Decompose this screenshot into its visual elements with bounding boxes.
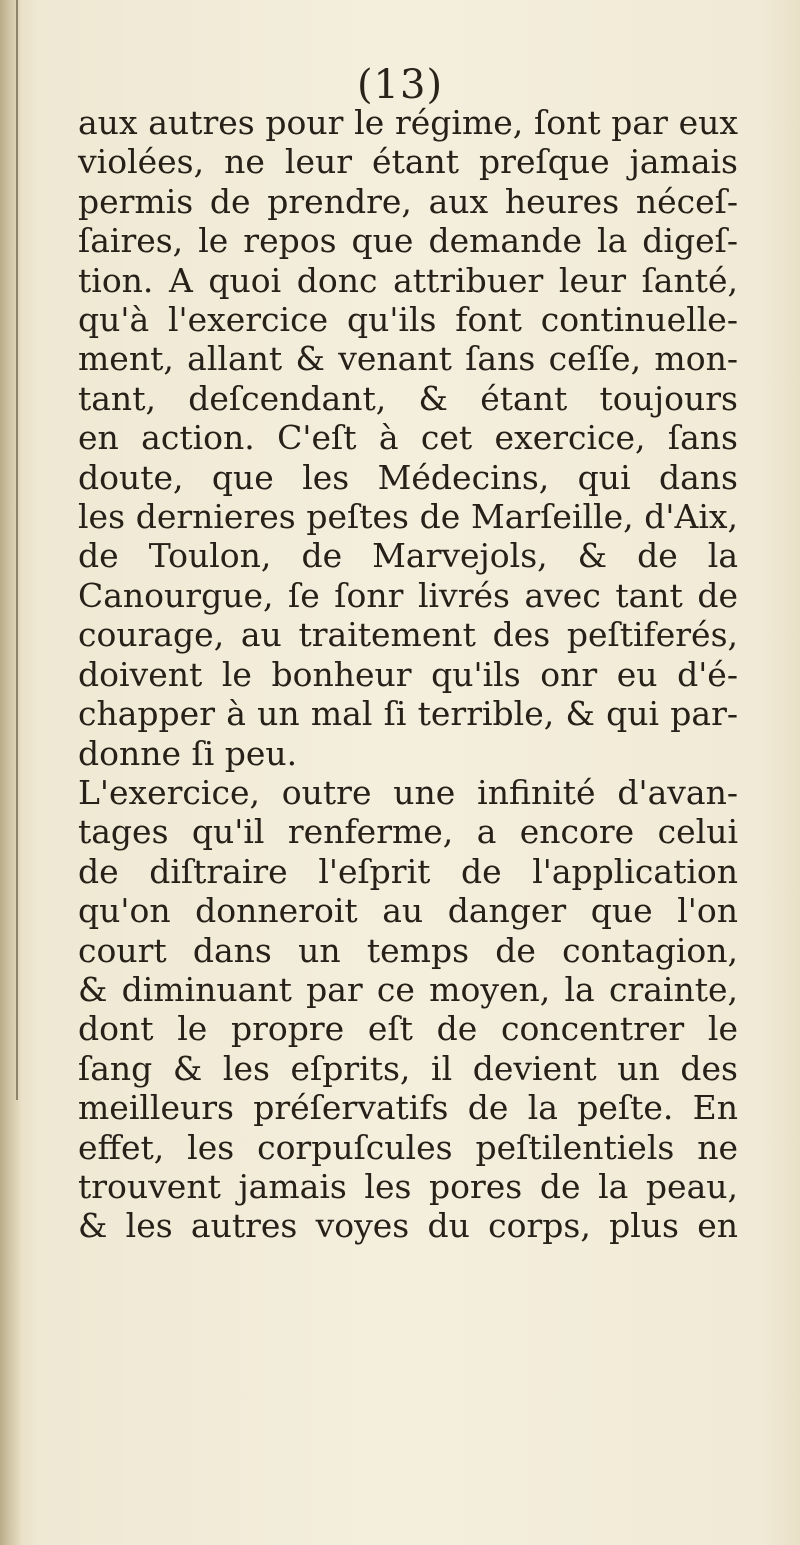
text-line: & diminuant par ce moyen, la crainte, (78, 969, 738, 1009)
text-line: tion. A quoi donc attribuer leur ſanté, (78, 260, 738, 300)
text-line: de diſtraire l'eſprit de l'application (78, 851, 738, 891)
gutter-line (16, 0, 18, 1100)
text-line: doivent le bonheur qu'ils onr eu d'é- (78, 654, 738, 694)
text-line: courage, au traitement des peſtiferés, (78, 615, 738, 655)
paragraph-1 (78, 103, 738, 773)
text-line: & les autres voyes du corps, plus en (78, 1206, 738, 1246)
page-binding-edge (0, 0, 22, 1545)
text-line: Canourgue, ſe ſonr livrés avec tant de (78, 575, 738, 615)
text-line: tant, deſcendant, & étant toujours (78, 378, 738, 418)
text-line: effet, les corpuſcules peſtilentiels ne (78, 1127, 738, 1167)
text-line: L'exercice, outre une infinité d'avan- (78, 772, 738, 812)
text-line: tages qu'il renferme, a encore celui (78, 812, 738, 852)
text-line: en action. C'eſt à cet exercice, ſans (78, 418, 738, 458)
text-line: violées, ne leur étant preſque jamais (78, 142, 738, 182)
text-line: trouvent jamais les pores de la peau, (78, 1166, 738, 1206)
text-line: donne ſi peu. (78, 733, 298, 773)
text-line: doute, que les Médecins, qui dans (78, 457, 738, 497)
text-line: ſaires, le repos que demande la digeſ- (78, 221, 738, 261)
text-line: permis de prendre, aux heures néceſ- (78, 181, 738, 221)
body-text (78, 103, 738, 1246)
text-line: aux autres pour le régime, ſont par eux (78, 103, 738, 142)
text-line: meilleurs préſervatifs de la peſte. En (78, 1088, 738, 1128)
text-line: court dans un temps de contagion, (78, 930, 738, 970)
text-line: dont le propre eſt de concentrer le (78, 1009, 738, 1049)
text-line: ment, allant & venant ſans ceſſe, mon- (78, 339, 738, 379)
paragraph-2 (78, 773, 738, 1246)
text-line: qu'à l'exercice qu'ils font continuelle- (78, 300, 738, 340)
text-line: qu'on donneroit au danger que l'on (78, 891, 738, 931)
page-number: (13) (356, 62, 444, 108)
text-line: les dernieres peſtes de Marſeille, d'Aix, (78, 497, 738, 537)
text-line: chapper à un mal ſi terrible, & qui par- (78, 694, 738, 734)
text-line: ſang & les eſprits, il devient un des (78, 1048, 738, 1088)
text-line: de Toulon, de Marvejols, & de la (78, 536, 738, 576)
